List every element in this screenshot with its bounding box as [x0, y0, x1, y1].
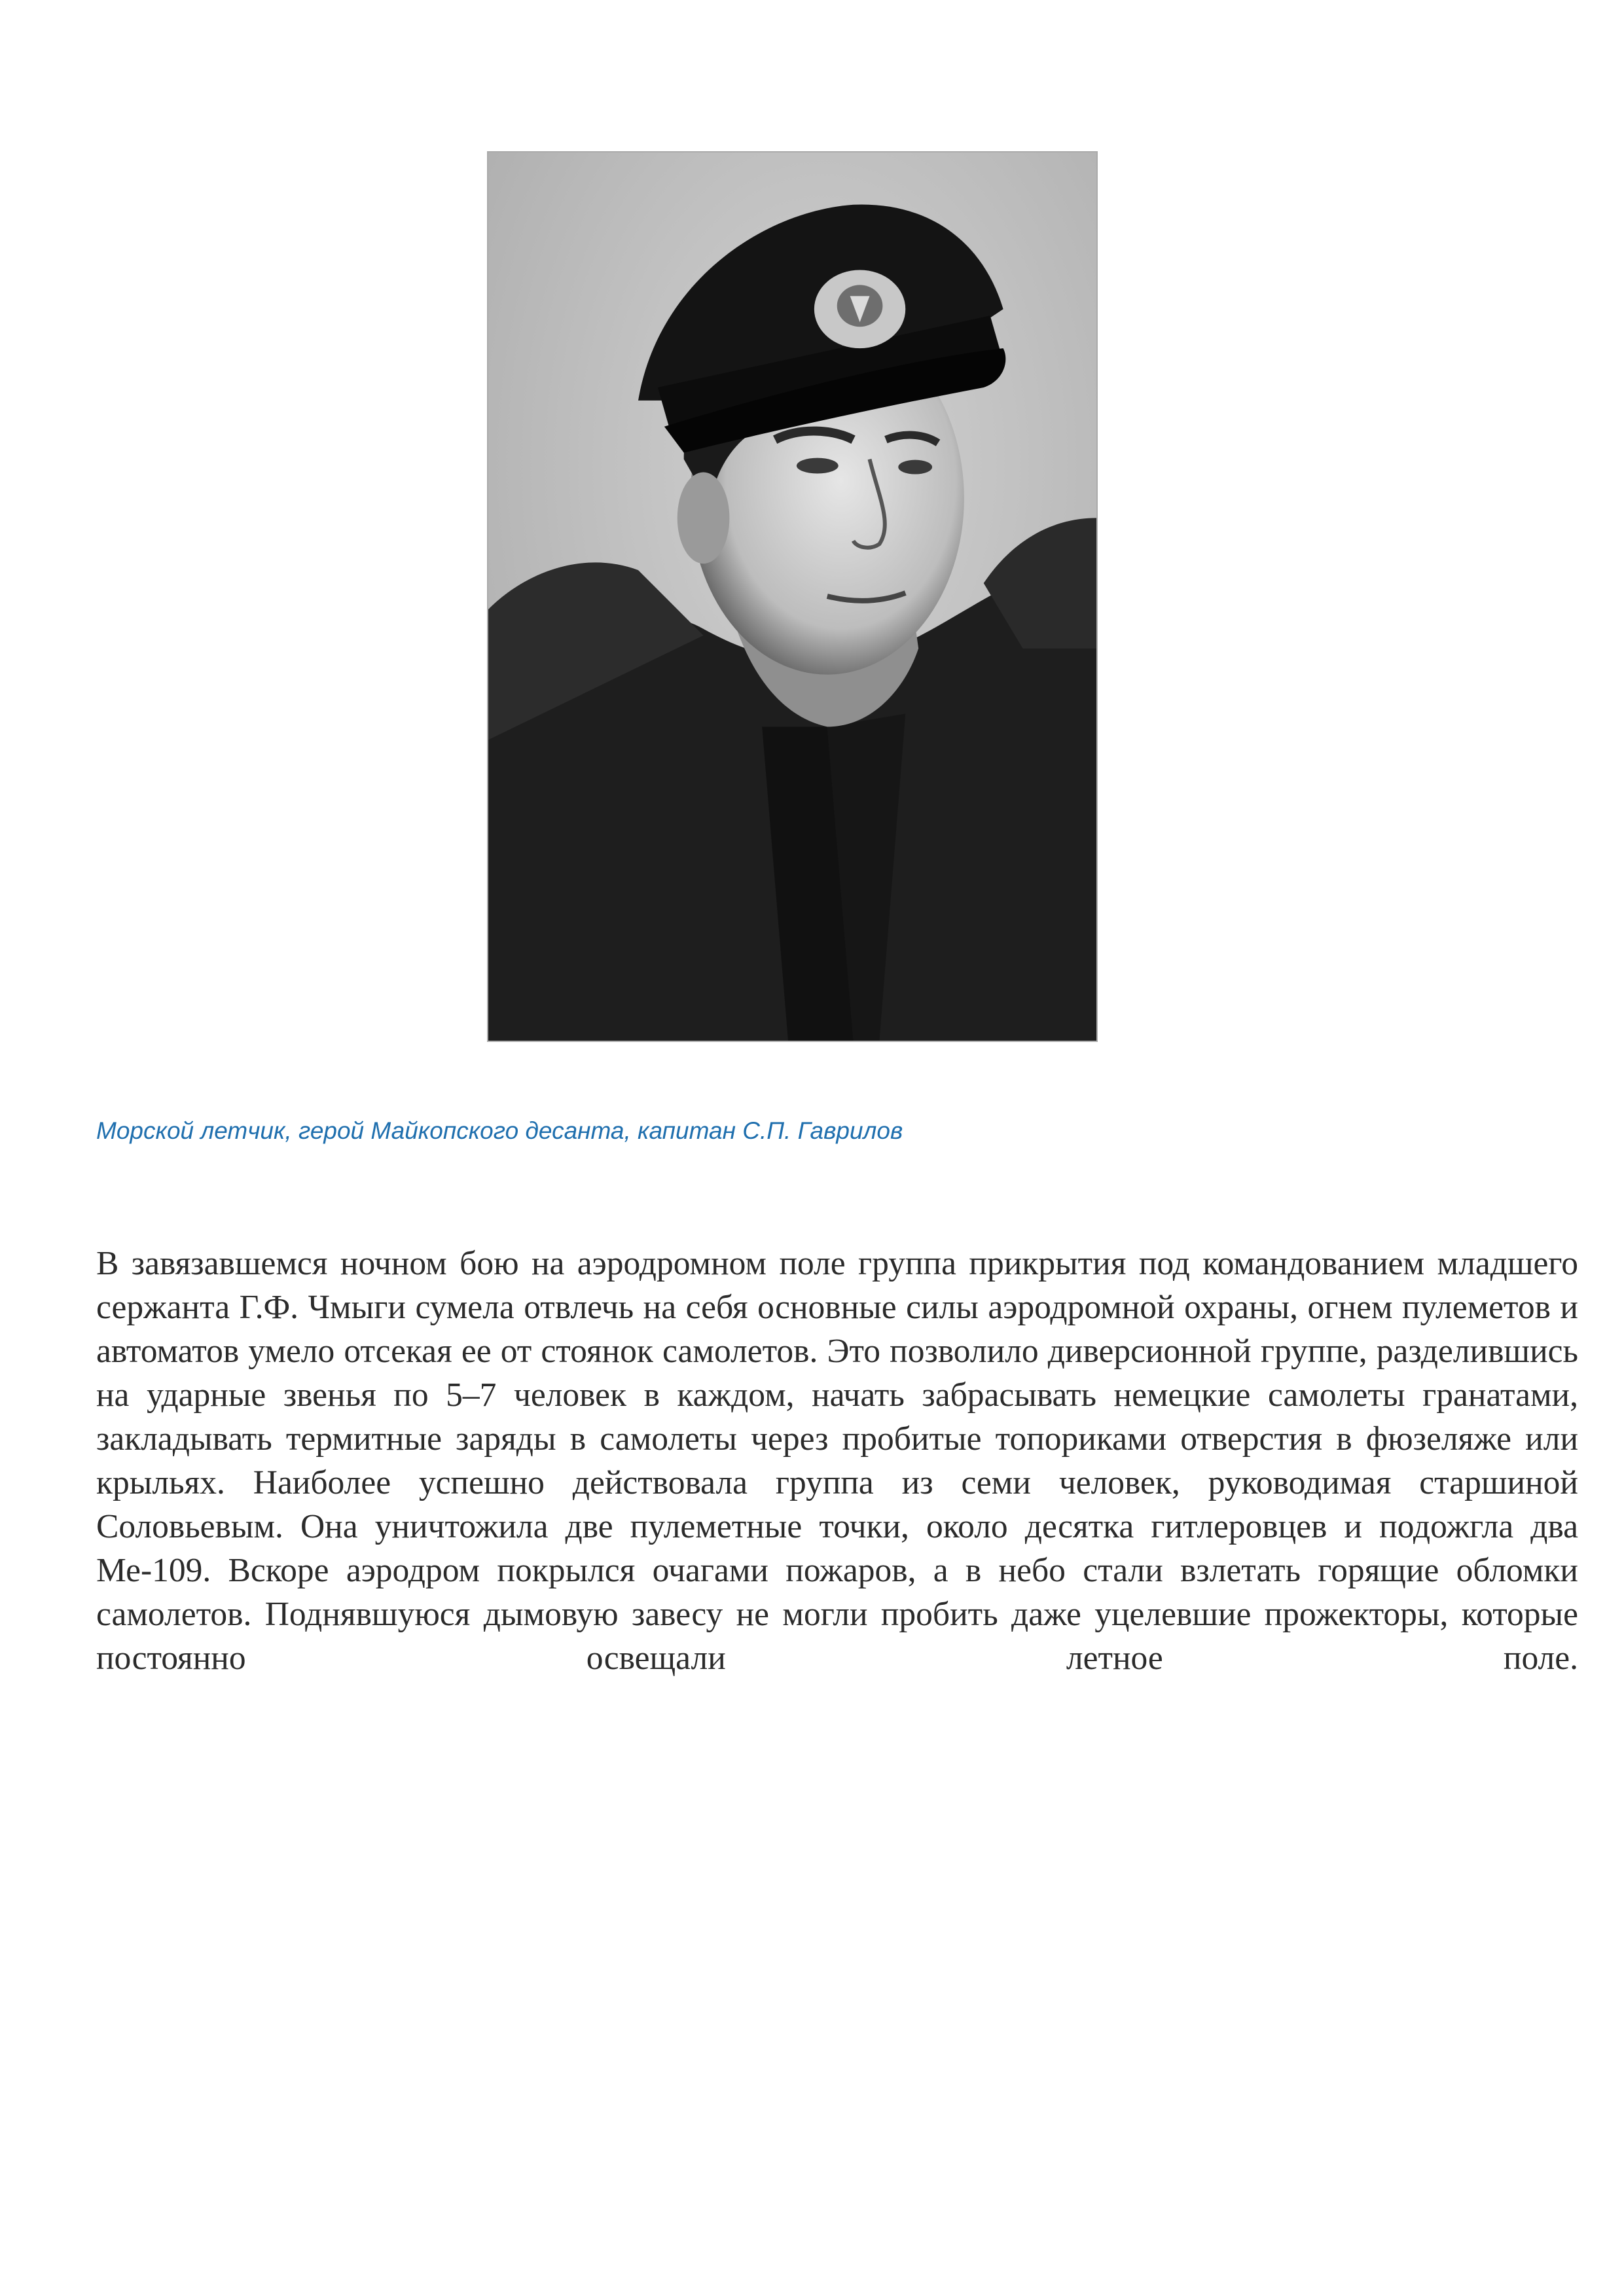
article-paragraph: В завязавшемся ночном бою на аэродромном поле группа прикрытия под командованием младшего сержанта Г.Ф. Чмыги сумела отвлечь на себя основные силы аэродромной охраны, огнем пулеметов и автоматов умело отсекая ее от стоянок самолетов. Это позволило диверсионной группе, разделившись на ударные звенья по 5–7 человек в каждом, начать забрасывать немецкие самолеты гранатами, закладывать термитные заряды в самолеты через пробитые топориками отверстия в фюзеляже или крыльях. Наиболее успешно действовала группа из семи человек, руководимая старшиной Соловьевым. Она уничтожила две пулеметные точки, около десятка гитлеровцев и подожгла два Ме-109. Вскоре аэродром покрылся очагами пожаров, а в небо стали взлетать горящие обломки самолетов. Поднявшуюся дымовую завесу не могли пробить даже уцелевшие прожекторы, которые постоянно освещали летное поле.	[96, 1245, 1578, 1677]
portrait-photo-image	[488, 152, 1096, 1041]
portrait-photo	[487, 151, 1098, 1042]
photo-caption: Морской летчик, герой Майкопского десанта, капитан С.П. Гаврилов	[96, 1117, 903, 1144]
